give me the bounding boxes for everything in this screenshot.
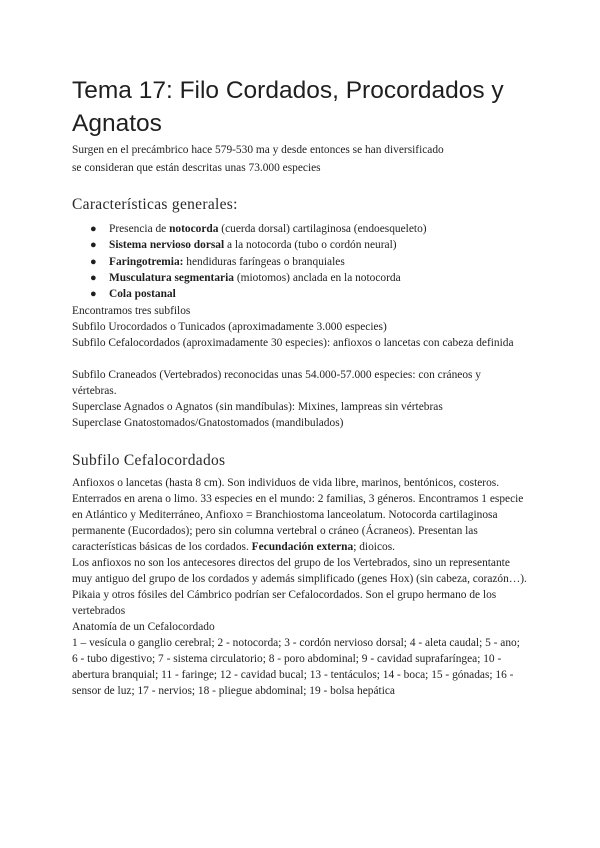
bullet-icon: ● xyxy=(90,255,97,268)
superclase-agnatos: Superclase Agnados o Agnatos (sin mandíbulas): Mixines, lampreas sin vértebras xyxy=(72,401,443,413)
list-item: ● Faringotremia: hendiduras faríngeas o branquiales xyxy=(72,254,427,270)
list-item: ● Sistema nervioso dorsal a la notocorda (tubo o cordón neural) xyxy=(72,237,427,253)
bullet-icon: ● xyxy=(90,288,97,301)
bullet-icon: ● xyxy=(90,239,97,252)
paragraph-antecesores: Los anfioxos no son los antecesores directos del grupo de los Vertebrados, sino un representante muy antiguo del grupo de los cordados y además simplificado (genes Hox) (sin cabeza, corazón…). Pikaia y otros fósiles del Cámbrico podrían ser Cefalocordados. Son el grupo hermano de los vertebrados xyxy=(72,557,527,617)
paragraph-anfioxos: Anfioxos o lancetas (hasta 8 cm). Son individuos de vida libre, marinos, bentónicos, costeros. Enterrados en arena o limo. 33 especies en el mundo: 2 familias, 3 géneros. Encontramos 1 especie en Atlántico y Mediterráneo, Anfioxo = Branchiostoma lanceolatum. Notocorda cartilaginosa permanente (Eucordados); pero sin columna vertebral o cráneo (Ácraneos). Presentan las características básicas de los cordados. Fecundación externa; dioicos. xyxy=(72,477,524,553)
anatomy-heading: Anatomía de un Cefalocordado xyxy=(72,621,215,633)
subfilos-intro: Encontramos tres subfilos xyxy=(72,305,191,317)
list-item: ● Cola postanal xyxy=(72,286,427,302)
section-heading-caracteristicas: Características generales: xyxy=(72,196,238,213)
intro-line-1: Surgen en el precámbrico hace 579-530 ma y desde entonces se han diversificado xyxy=(72,144,444,156)
characteristics-list xyxy=(72,221,427,302)
page-title: Tema 17: Filo Cordados, Procordados y Agnatos xyxy=(72,77,504,137)
subfilo-craneados: Subfilo Craneados (Vertebrados) reconocidas unas 54.000-57.000 especies: con cráneos y vértebras. xyxy=(72,369,481,397)
bullet-icon: ● xyxy=(90,223,97,235)
anatomy-legend: 1 – vesícula o ganglio cerebral; 2 - notocorda; 3 - cordón nervioso dorsal; 4 - aleta caudal; 5 - ano; 6 - tubo digestivo; 7 - sistema circulatorio; 8 - poro abdominal; 9 - cavidad suprafaríngea; 10 - abertura branquial; 11 - faringe; 12 - cavidad bucal; 13 - tentáculos; 14 - boca; 15 - gónadas; 16 - sensor de luz; 17 - nervios; 18 - pliegue abdominal; 19 - bolsa hepática xyxy=(72,637,520,697)
list-item: ● Musculatura segmentaria (miotomos) anclada en la notocorda xyxy=(72,270,427,286)
subfilo-cefalocordados: Subfilo Cefalocordados (aproximadamente 30 especies): anfioxos o lancetas con cabeza definida xyxy=(72,337,514,349)
subfilo-urocordados: Subfilo Urocordados o Tunicados (aproximadamente 3.000 especies) xyxy=(72,321,387,333)
superclase-gnatostomados: Superclase Gnatostomados/Gnatostomados (mandibulados) xyxy=(72,417,344,429)
bullet-icon: ● xyxy=(90,271,97,284)
section-heading-cefalocordados: Subfilo Cefalocordados xyxy=(72,452,226,469)
list-item: ● Presencia de notocorda (cuerda dorsal) cartilaginosa (endoesqueleto) xyxy=(72,221,427,237)
intro-line-2: se consideran que están descritas unas 73.000 especies xyxy=(72,162,321,174)
